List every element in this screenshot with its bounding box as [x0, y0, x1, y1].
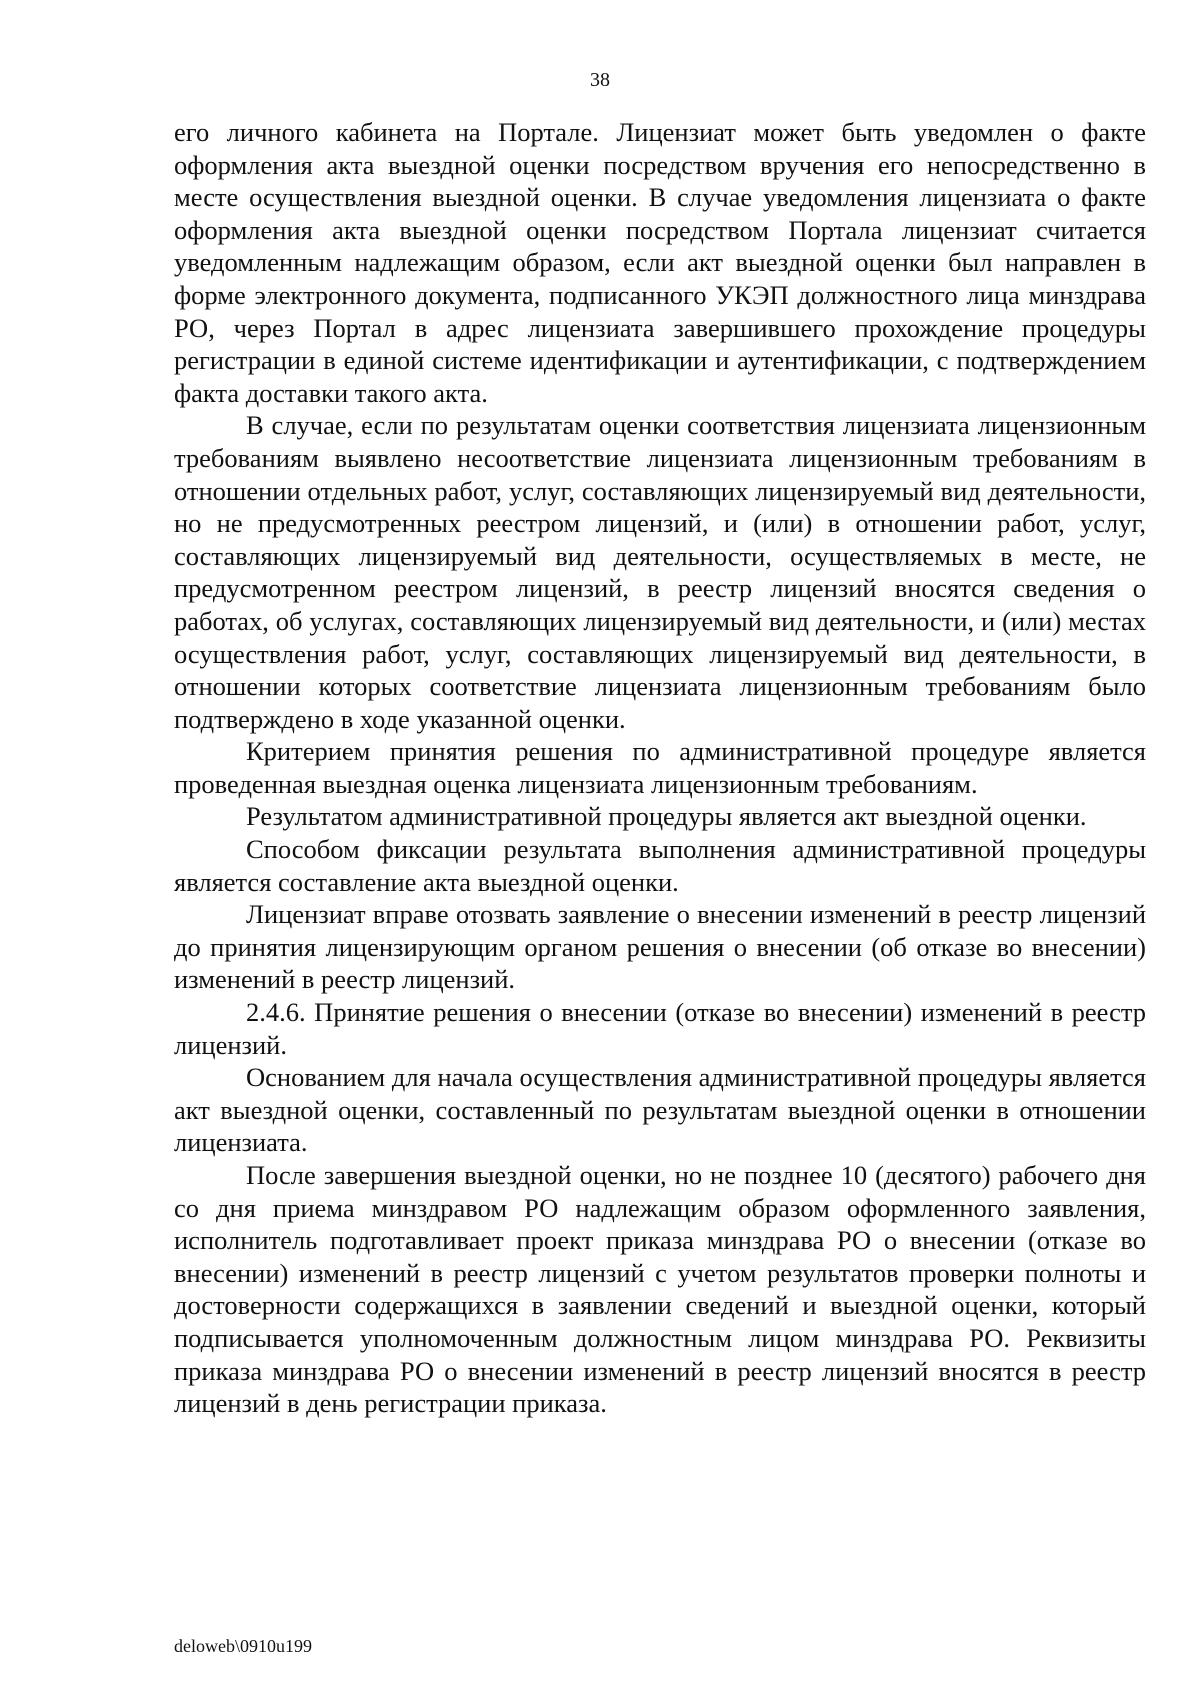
paragraph-application-withdrawal: Лицензиат вправе отозвать заявление о внесении изменений в реестр лицензий до принятия лицензирующим органом решения о внесении (об отказе во внесении) изменений в реестр лицензий.	[174, 899, 1146, 995]
section-heading-2-4-6: 2.4.6. Принятие решения о внесении (отказе во внесении) изменений в реестр лицензий.	[174, 997, 1146, 1060]
paragraph-procedure-basis: Основанием для начала осуществления административной процедуры является акт выездной оценки, составленный по результатам выездной оценки в отношении лицензиата.	[174, 1062, 1146, 1158]
page-number: 38	[590, 69, 610, 91]
paragraph-procedure-result: Результатом административной процедуры является акт выездной оценки.	[246, 801, 1087, 832]
paragraph-continuation: его личного кабинета на Портале. Лицензиат может быть уведомлен о факте оформления акта выездной оценки посредством вручения его непосредственно в месте осуществления выездной оценки. В случае уведомления лицензиата о факте оформления акта выездной оценки посредством Портала лицензиат считается уведомленным надлежащим образом, если акт выездной оценки был направлен в форме электронного документа, подписанного УКЭП должностного лица минздрава РО, через Портал в адрес лицензиата завершившего прохождение процедуры регистрации в единой системе идентификации и аутентификации, с подтверждением факта доставки такого акта.	[174, 117, 1146, 408]
paragraph-decision-criterion: Критерием принятия решения по административной процедуре является проведенная выездная оценка лицензиата лицензионным требованиям.	[174, 736, 1146, 799]
paragraph-order-preparation: После завершения выездной оценки, но не позднее 10 (десятого) рабочего дня со дня приема минздравом РО надлежащим образом оформленного заявления, исполнитель подготавливает проект приказа минздрава РО о внесении (отказе во внесении) изменений в реестр лицензий с учетом результатов проверки полноты и достоверности содержащихся в заявлении сведений и выездной оценки, который подписывается уполномоченным должностным лицом минздрава РО. Реквизиты приказа минздрава РО о внесении изменений в реестр лицензий вносятся в реестр лицензий в день регистрации приказа.	[174, 1160, 1146, 1419]
footer-document-ref: deloweb\0910u199	[174, 1636, 312, 1656]
paragraph-mismatch-case: В случае, если по результатам оценки соответствия лицензиата лицензионным требованиям выявлено несоответствие лицензиата лицензионным требованиям в отношении отдельных работ, услуг, составляющих лицензируемый вид деятельности, но не предусмотренных реестром лицензий, и (или) в отношении работ, услуг, составляющих лицензируемый вид деятельности, осуществляемых в месте, не предусмотренном реестром лицензий, в реестр лицензий вносятся сведения о работах, об услугах, составляющих лицензируемый вид деятельности, и (или) местах осуществления работ, услуг, составляющих лицензируемый вид деятельности, в отношении которых соответствие лицензиата лицензионным требованиям было подтверждено в ходе указанной оценки.	[174, 410, 1146, 734]
paragraph-result-fixation: Способом фиксации результата выполнения административной процедуры является составление акта выездной оценки.	[174, 834, 1146, 897]
document-body	[174, 116, 1146, 1420]
